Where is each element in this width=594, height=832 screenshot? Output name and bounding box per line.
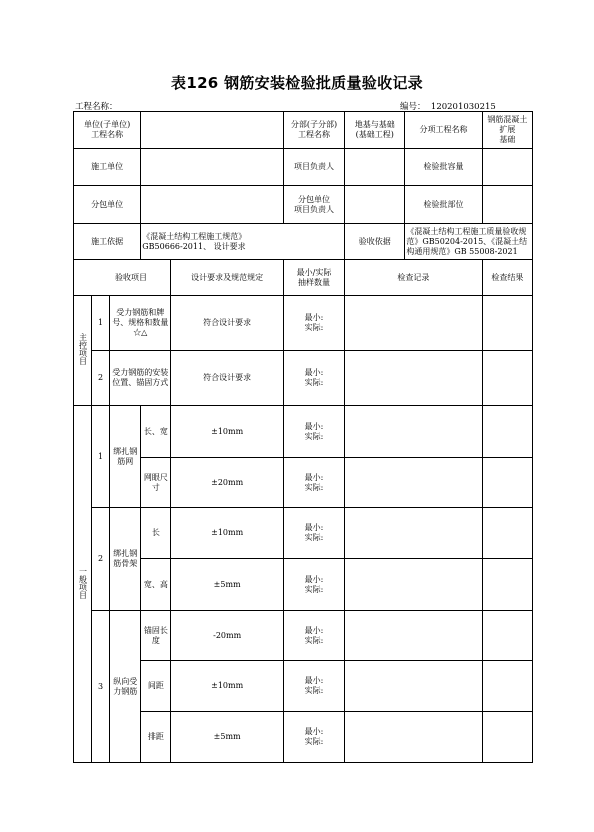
general-1-sample-2[interactable]: 最小: 实际:: [283, 458, 344, 508]
general-3-sub-3: 排距: [141, 712, 171, 763]
main-1-sample[interactable]: 最小: 实际:: [283, 296, 344, 351]
main-2-record[interactable]: [345, 351, 483, 406]
col-sample-header: 最小/实际 抽样数量: [283, 260, 344, 296]
general-row: [74, 712, 533, 763]
location-value[interactable]: [482, 186, 532, 224]
code-value: 120201030215: [430, 102, 496, 112]
general-1-no: 1: [92, 406, 110, 508]
general-3-req-2: ±10mm: [171, 661, 283, 712]
contractor-value[interactable]: [141, 149, 284, 186]
capacity-value[interactable]: [482, 149, 532, 186]
page-title: 表126 钢筋安装检验批质量验收记录: [171, 74, 423, 92]
general-2-sample-2[interactable]: 最小: 实际:: [283, 559, 344, 611]
general-1-req-2: ±20mm: [171, 458, 283, 508]
col-record-header: 检查记录: [345, 260, 483, 296]
general-3-sample-3[interactable]: 最小: 实际:: [283, 712, 344, 763]
header-row-sub: [74, 186, 533, 224]
general-row: [74, 661, 533, 712]
column-header-row: [74, 260, 533, 296]
general-2-sub-1: 长: [141, 508, 171, 559]
accept-basis-value: 《混凝土结构工程施工质量验收规范》GB50204-2015、《混凝土结构通用规范》GB 55008-2021: [405, 224, 533, 260]
item-value: 钢筋混凝土扩展 基础: [482, 112, 532, 149]
general-2-name: 绑扎钢筋骨架: [110, 508, 141, 611]
general-2-no: 2: [92, 508, 110, 611]
item-label: 分项工程名称: [405, 112, 482, 149]
main-1-req: 符合设计要求: [171, 296, 283, 351]
general-3-record-1[interactable]: [345, 611, 483, 661]
header-row-unit: [74, 112, 533, 149]
main-2-no: 2: [92, 351, 110, 406]
general-3-sub-2: 间距: [141, 661, 171, 712]
general-3-record-2[interactable]: [345, 661, 483, 712]
main-1-result[interactable]: [482, 296, 532, 351]
location-label: 检验批部位: [405, 186, 482, 224]
main-1-record[interactable]: [345, 296, 483, 351]
basis-value: 《混凝土结构工程施工规范》 GB50666-2011、 设计要求: [141, 224, 345, 260]
general-row: [74, 458, 533, 508]
main-2-req: 符合设计要求: [171, 351, 283, 406]
general-1-record-2[interactable]: [345, 458, 483, 508]
inspection-form-table: [73, 111, 533, 763]
sub-value[interactable]: [141, 186, 284, 224]
general-1-record-1[interactable]: [345, 406, 483, 458]
contractor-label: 施工单位: [74, 149, 141, 186]
general-3-result-1[interactable]: [482, 611, 532, 661]
general-3-result-3[interactable]: [482, 712, 532, 763]
header-row-basis: [74, 224, 533, 260]
division-label: 分部(子分部) 工程名称: [283, 112, 344, 149]
col-req-header: 设计要求及规范规定: [171, 260, 283, 296]
general-3-req-3: ±5mm: [171, 712, 283, 763]
general-3-name: 纵向受力钢筋: [110, 611, 141, 763]
col-item-header: 验收项目: [92, 260, 171, 296]
sub-pm-label: 分包单位 项目负责人: [283, 186, 344, 224]
unit-value[interactable]: [141, 112, 284, 149]
main-1-name: 受力钢筋和牌号、规格和数量☆△: [110, 296, 171, 351]
general-1-sub-2: 网眼尺寸: [141, 458, 171, 508]
general-3-no: 3: [92, 611, 110, 763]
general-2-record-1[interactable]: [345, 508, 483, 559]
code-label: 编号：: [400, 102, 426, 112]
general-3-sub-1: 锚固长度: [141, 611, 171, 661]
general-1-sample-1[interactable]: 最小: 实际:: [283, 406, 344, 458]
general-3-sample-1[interactable]: 最小: 实际:: [283, 611, 344, 661]
general-row: [74, 611, 533, 661]
accept-basis-label: 验收依据: [345, 224, 405, 260]
main-1-no: 1: [92, 296, 110, 351]
general-row: [74, 559, 533, 611]
main-2-name: 受力钢筋的安装位置、锚固方式: [110, 351, 171, 406]
general-3-sample-2[interactable]: 最小: 实际:: [283, 661, 344, 712]
main-2-sample[interactable]: 最小: 实际:: [283, 351, 344, 406]
capacity-label: 检验批容量: [405, 149, 482, 186]
main-2-result[interactable]: [482, 351, 532, 406]
header-row-contractor: [74, 149, 533, 186]
general-1-result-1[interactable]: [482, 406, 532, 458]
pm-value[interactable]: [345, 149, 405, 186]
main-section-label: 主控项目: [74, 296, 92, 406]
unit-label: 单位(子单位) 工程名称: [74, 112, 141, 149]
general-row: [74, 508, 533, 559]
column-header-spacer: [74, 260, 92, 296]
general-2-sub-2: 宽、高: [141, 559, 171, 611]
division-value: 地基与基础 (基础工程): [345, 112, 405, 149]
general-1-sub-1: 长、宽: [141, 406, 171, 458]
general-1-result-2[interactable]: [482, 458, 532, 508]
general-2-sample-1[interactable]: 最小: 实际:: [283, 508, 344, 559]
general-1-req-1: ±10mm: [171, 406, 283, 458]
general-1-name: 绑扎钢筋网: [110, 406, 141, 508]
general-2-req-2: ±5mm: [171, 559, 283, 611]
main-row-2: [74, 351, 533, 406]
project-name-label: 工程名称：: [75, 102, 118, 112]
general-2-req-1: ±10mm: [171, 508, 283, 559]
general-3-result-2[interactable]: [482, 661, 532, 712]
general-row: [74, 406, 533, 458]
sub-label: 分包单位: [74, 186, 141, 224]
general-2-result-1[interactable]: [482, 508, 532, 559]
general-2-result-2[interactable]: [482, 559, 532, 611]
col-result-header: 检查结果: [482, 260, 532, 296]
general-section-label: 一般项目: [74, 406, 92, 763]
general-3-req-1: -20mm: [171, 611, 283, 661]
basis-label: 施工依据: [74, 224, 141, 260]
general-3-record-3[interactable]: [345, 712, 483, 763]
general-2-record-2[interactable]: [345, 559, 483, 611]
sub-pm-value[interactable]: [345, 186, 405, 224]
pm-label: 项目负责人: [283, 149, 344, 186]
main-row-1: [74, 296, 533, 351]
